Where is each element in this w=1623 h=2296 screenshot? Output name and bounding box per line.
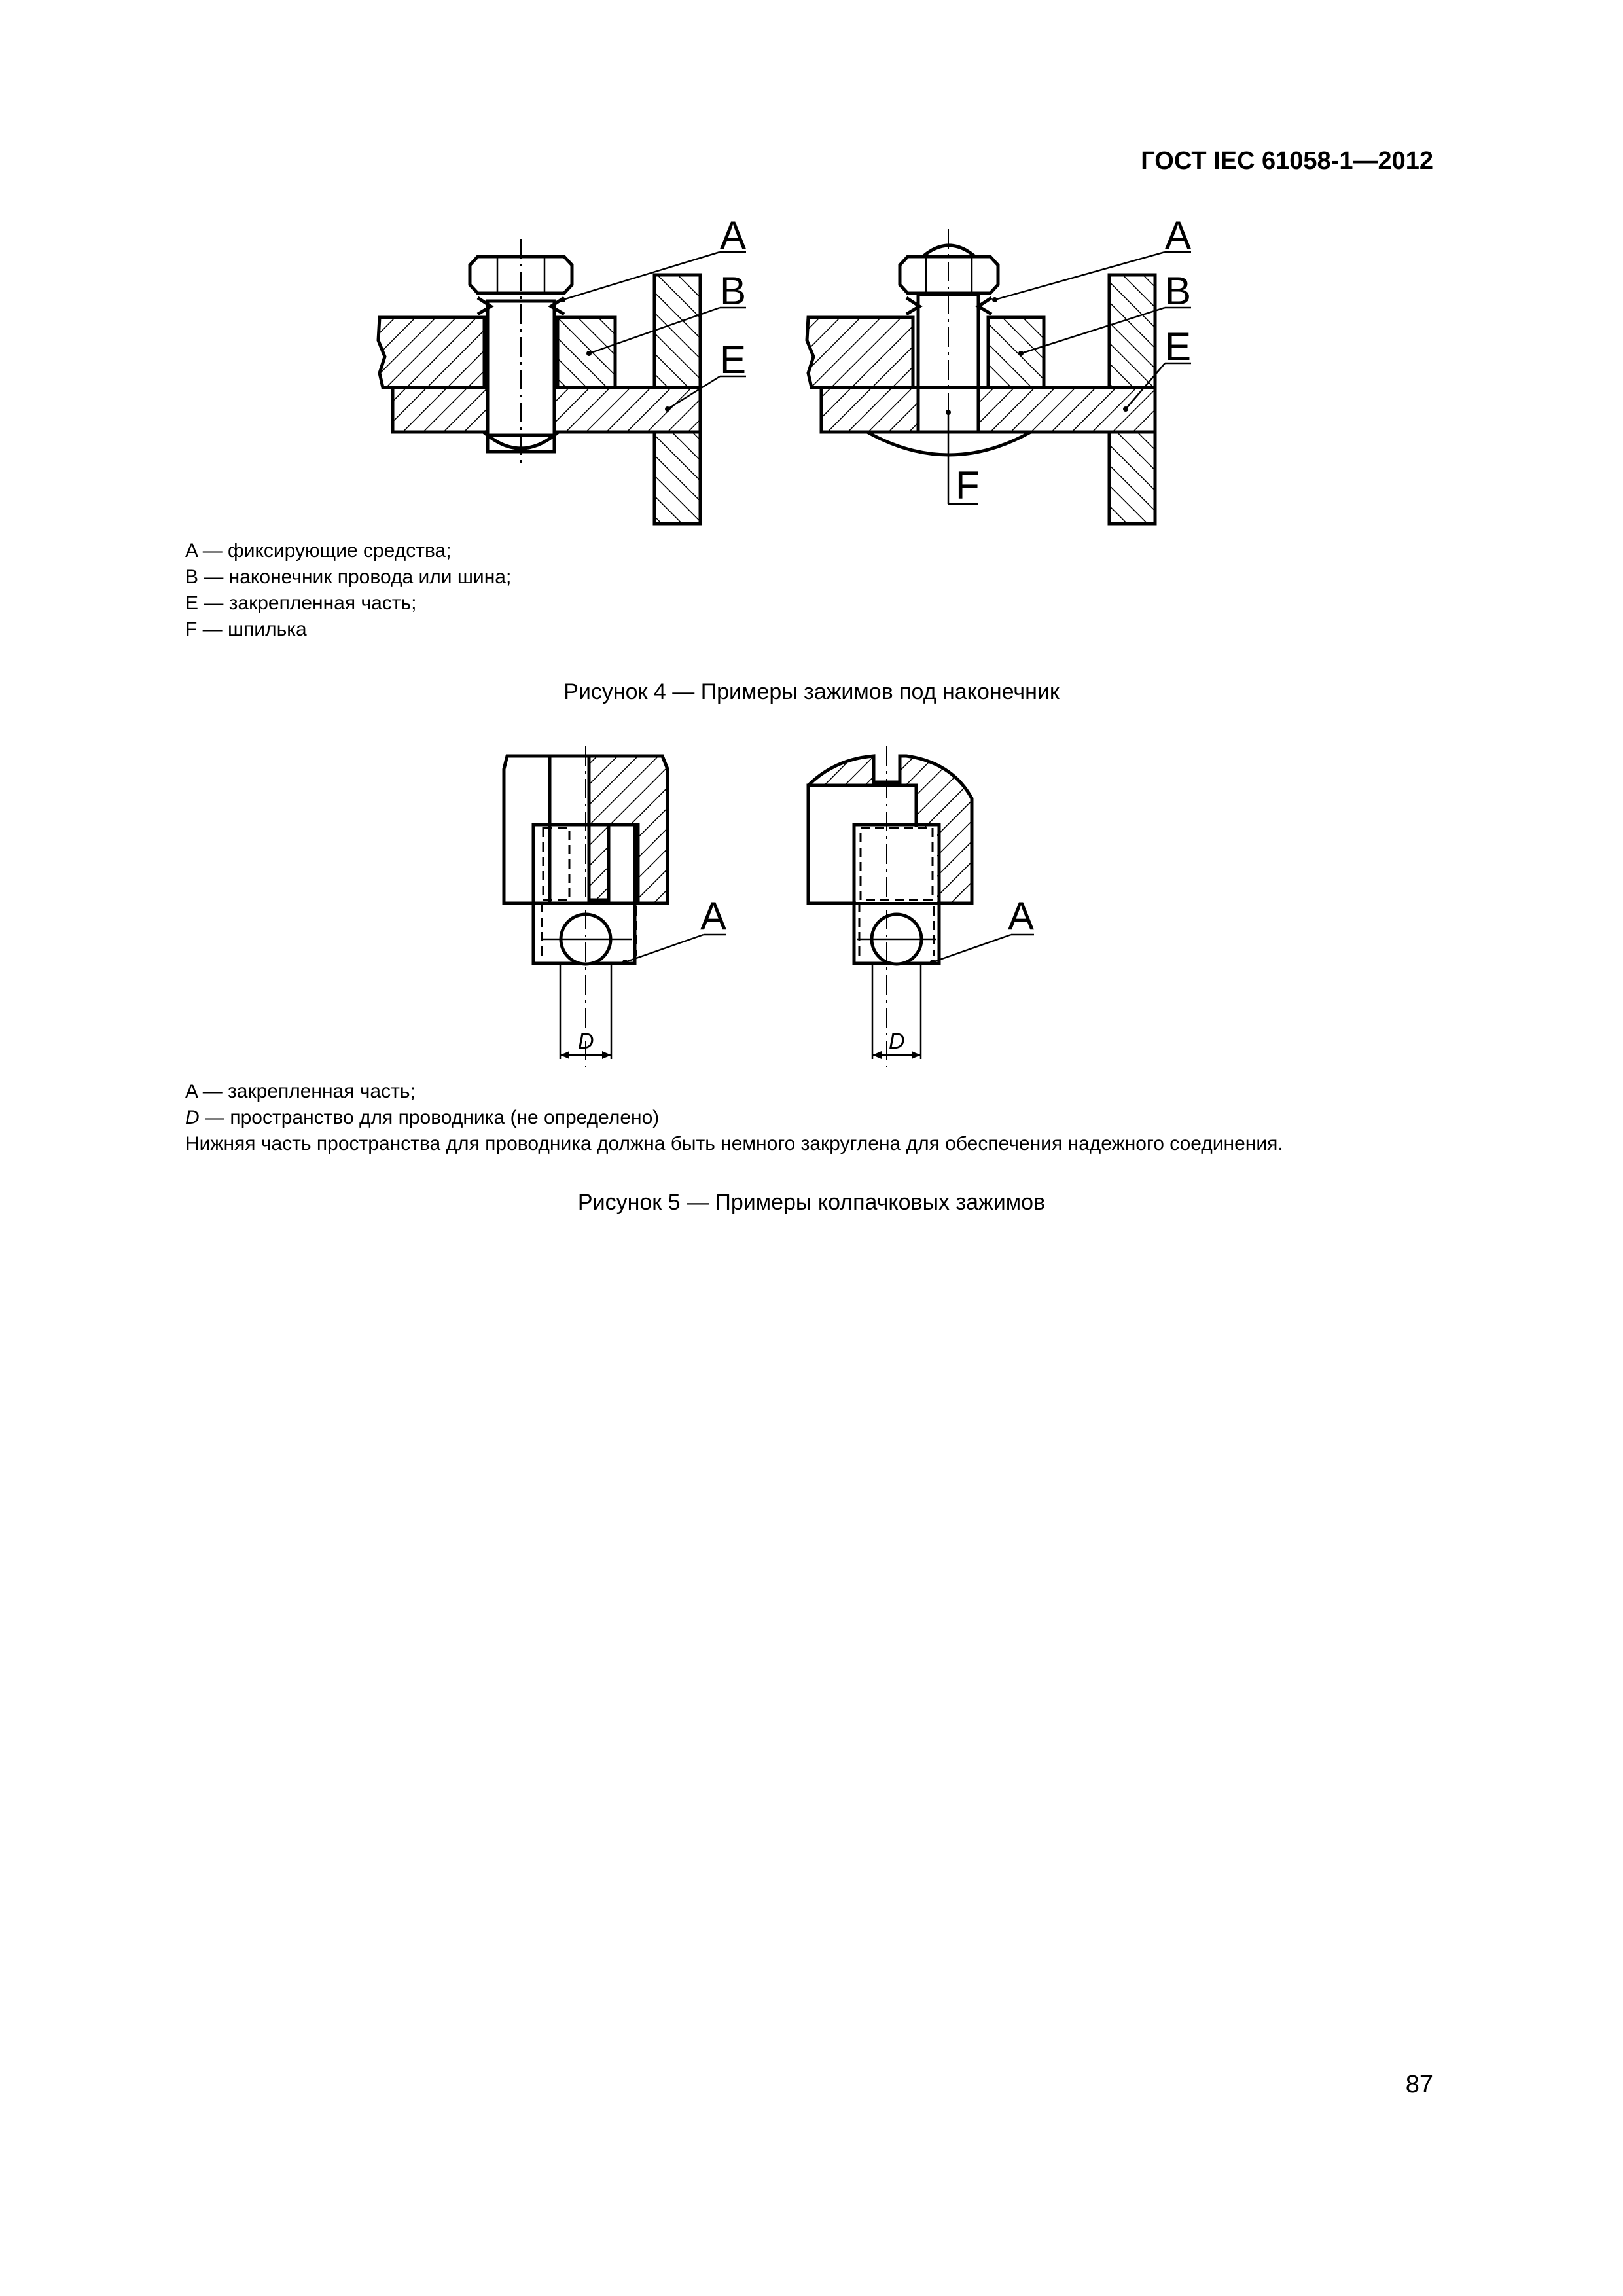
fig5-left-label-d: D (578, 1029, 594, 1054)
fig5-left-terminal (504, 746, 726, 1067)
fig4-left-label-a: A (720, 213, 747, 257)
fig4-left-terminal (378, 213, 746, 524)
legend-item: E — закрепленная часть; (185, 592, 417, 614)
legend-item: A — закрепленная часть; (185, 1081, 416, 1102)
legend-item: A — фиксирующие средства; (185, 540, 452, 562)
fig4-right-label-f: F (955, 463, 980, 507)
page-number: 87 (1405, 2071, 1433, 2098)
fig4-right-label-e: E (1165, 325, 1192, 368)
legend-symbol-d: D (185, 1107, 200, 1128)
fig4-right-label-a: A (1165, 213, 1192, 257)
fig4-left-label-e: E (720, 338, 747, 382)
fig5-right-label-a: A (1008, 894, 1035, 938)
fig4-right-label-b: B (1165, 269, 1192, 313)
document-header: ГОСТ IEC 61058-1—2012 (1141, 147, 1433, 175)
legend-item (185, 1105, 1283, 1131)
legend-item: B — наконечник провода или шина; (185, 566, 512, 588)
figure-5-legend (185, 1079, 1283, 1157)
fig4-left-label-b: B (720, 269, 747, 313)
figure-4-drawing (353, 213, 1192, 530)
figure-4-caption: Рисунок 4 — Примеры зажимов под наконечник (563, 679, 1060, 704)
fig5-left-label-a: A (700, 894, 727, 938)
fig4-right-terminal (807, 213, 1191, 524)
legend-note: Нижняя часть пространства для проводника должна быть немного закруглена для обеспечения надежного соединения. (185, 1133, 1283, 1155)
legend-text: — пространство для проводника (не определено) (199, 1107, 660, 1128)
figure-4-legend (185, 538, 511, 643)
fig5-right-label-d: D (889, 1029, 905, 1054)
figure-5-caption: Рисунок 5 — Примеры колпачковых зажимов (577, 1190, 1046, 1215)
legend-item: F — шпилька (185, 619, 307, 640)
figure-5-drawing (484, 746, 1073, 1073)
fig5-right-terminal (808, 746, 1034, 1067)
